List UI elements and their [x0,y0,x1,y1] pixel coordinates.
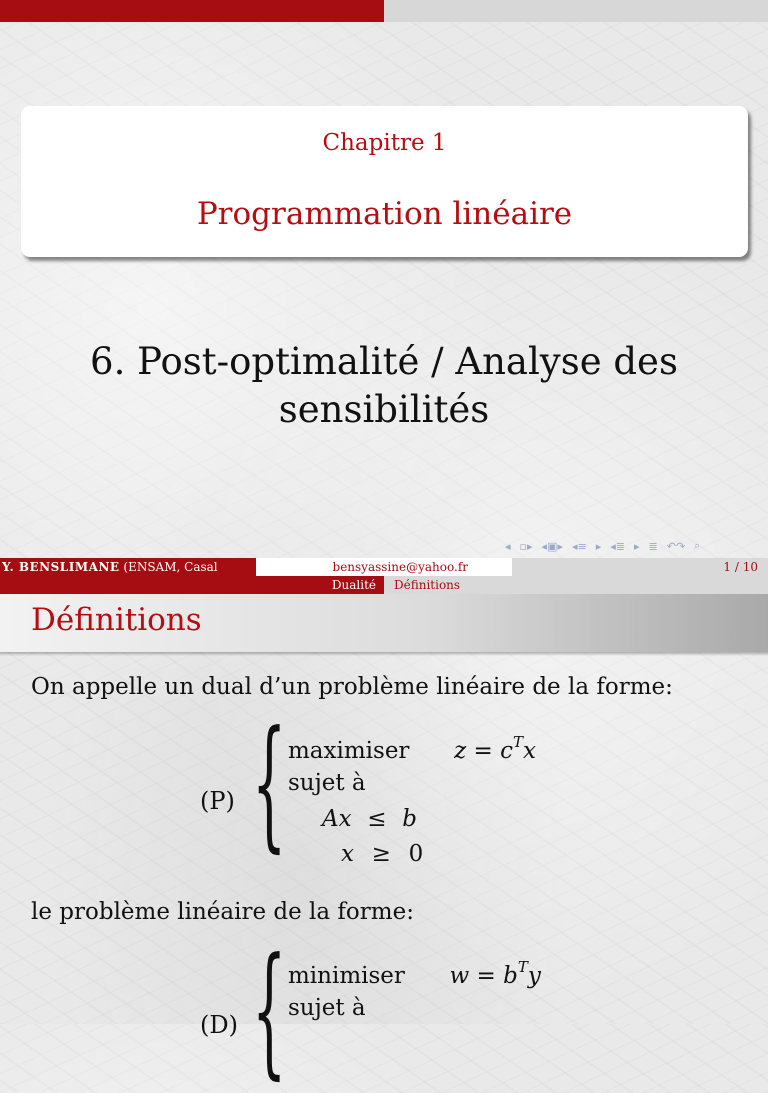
objective-eq: = [473,738,493,764]
next-frame-icon[interactable]: ◂▣▸ [541,539,563,553]
dual-objective-eq: = [476,963,496,989]
c1-rhs: b [402,806,417,832]
section-title-line1: 6. Post-optimalité / Analyse des [90,340,678,383]
dual-label: (D) [200,1011,238,1039]
intro-text: On appelle un dual d’un problème linéaire de la forme: [31,674,673,700]
dual-objective-transpose: T [517,958,528,976]
author-name: Y. BENSLIMANE [2,560,120,574]
c2-lhs: x [341,841,354,867]
frame-title-bar [0,594,768,652]
breadcrumb [0,576,768,594]
title-card [21,106,748,257]
frame-title: Définitions [31,602,202,638]
progress-bar [0,0,768,22]
c1-lhs: Ax [322,806,352,832]
toc-icon[interactable]: ≣ [648,539,658,553]
c2-rhs: 0 [408,841,424,867]
beamer-navigation [505,537,763,555]
dual-subject-to: sujet à [288,995,366,1021]
section-title [0,338,768,434]
next-subsection-icon[interactable]: ▸ [595,539,602,553]
primal-constraint-2 [341,841,423,867]
dual-brace-icon: { [252,928,287,1093]
objective-coef: c [500,738,513,764]
primal-objective [288,733,536,764]
objective-var: z [454,738,467,764]
prev-section-icon[interactable]: ◂≣ [610,539,625,553]
objective-word: maximiser [288,738,410,764]
footer-email: bensyassine@yahoo.fr [256,558,512,576]
progress-bar-fill [0,0,384,22]
c1-op: ≤ [367,806,387,832]
objective-x: x [523,738,536,764]
middle-text: le problème linéaire de la forme: [31,899,414,925]
dual-objective-word: minimiser [288,963,405,989]
author-institution: (ENSAM, Casal [123,560,218,574]
dual-objective-var: w [449,963,470,989]
footer-author [0,558,256,576]
objective-transpose: T [512,733,523,751]
next-section-icon[interactable]: ▸ [633,539,640,553]
c2-op: ≥ [371,841,391,867]
prev-frame-icon[interactable]: ▫▸ [519,539,533,553]
dual-objective-coef: b [503,963,518,989]
prev-subsection-icon[interactable]: ◂≡ [571,539,587,553]
page-counter: 1 / 10 [512,558,768,576]
search-icon[interactable]: ⌕ [694,539,701,552]
primal-subject-to: sujet à [288,770,366,796]
first-frame-icon[interactable]: ◂ [505,539,511,553]
chapter-label: Chapitre 1 [322,130,447,156]
chapter-title: Programmation linéaire [196,196,573,232]
breadcrumb-section[interactable]: Dualité [0,576,384,594]
section-title-line2: sensibilités [278,388,490,431]
back-icon[interactable]: ↶↷ [666,539,686,553]
dual-objective-y: y [527,963,541,989]
dual-objective [288,958,541,989]
primal-constraint-1 [322,806,417,832]
footer-bar [0,558,768,576]
breadcrumb-subsection[interactable]: Définitions [384,576,768,594]
primal-brace-icon: { [252,701,287,866]
primal-label: (P) [200,787,235,815]
